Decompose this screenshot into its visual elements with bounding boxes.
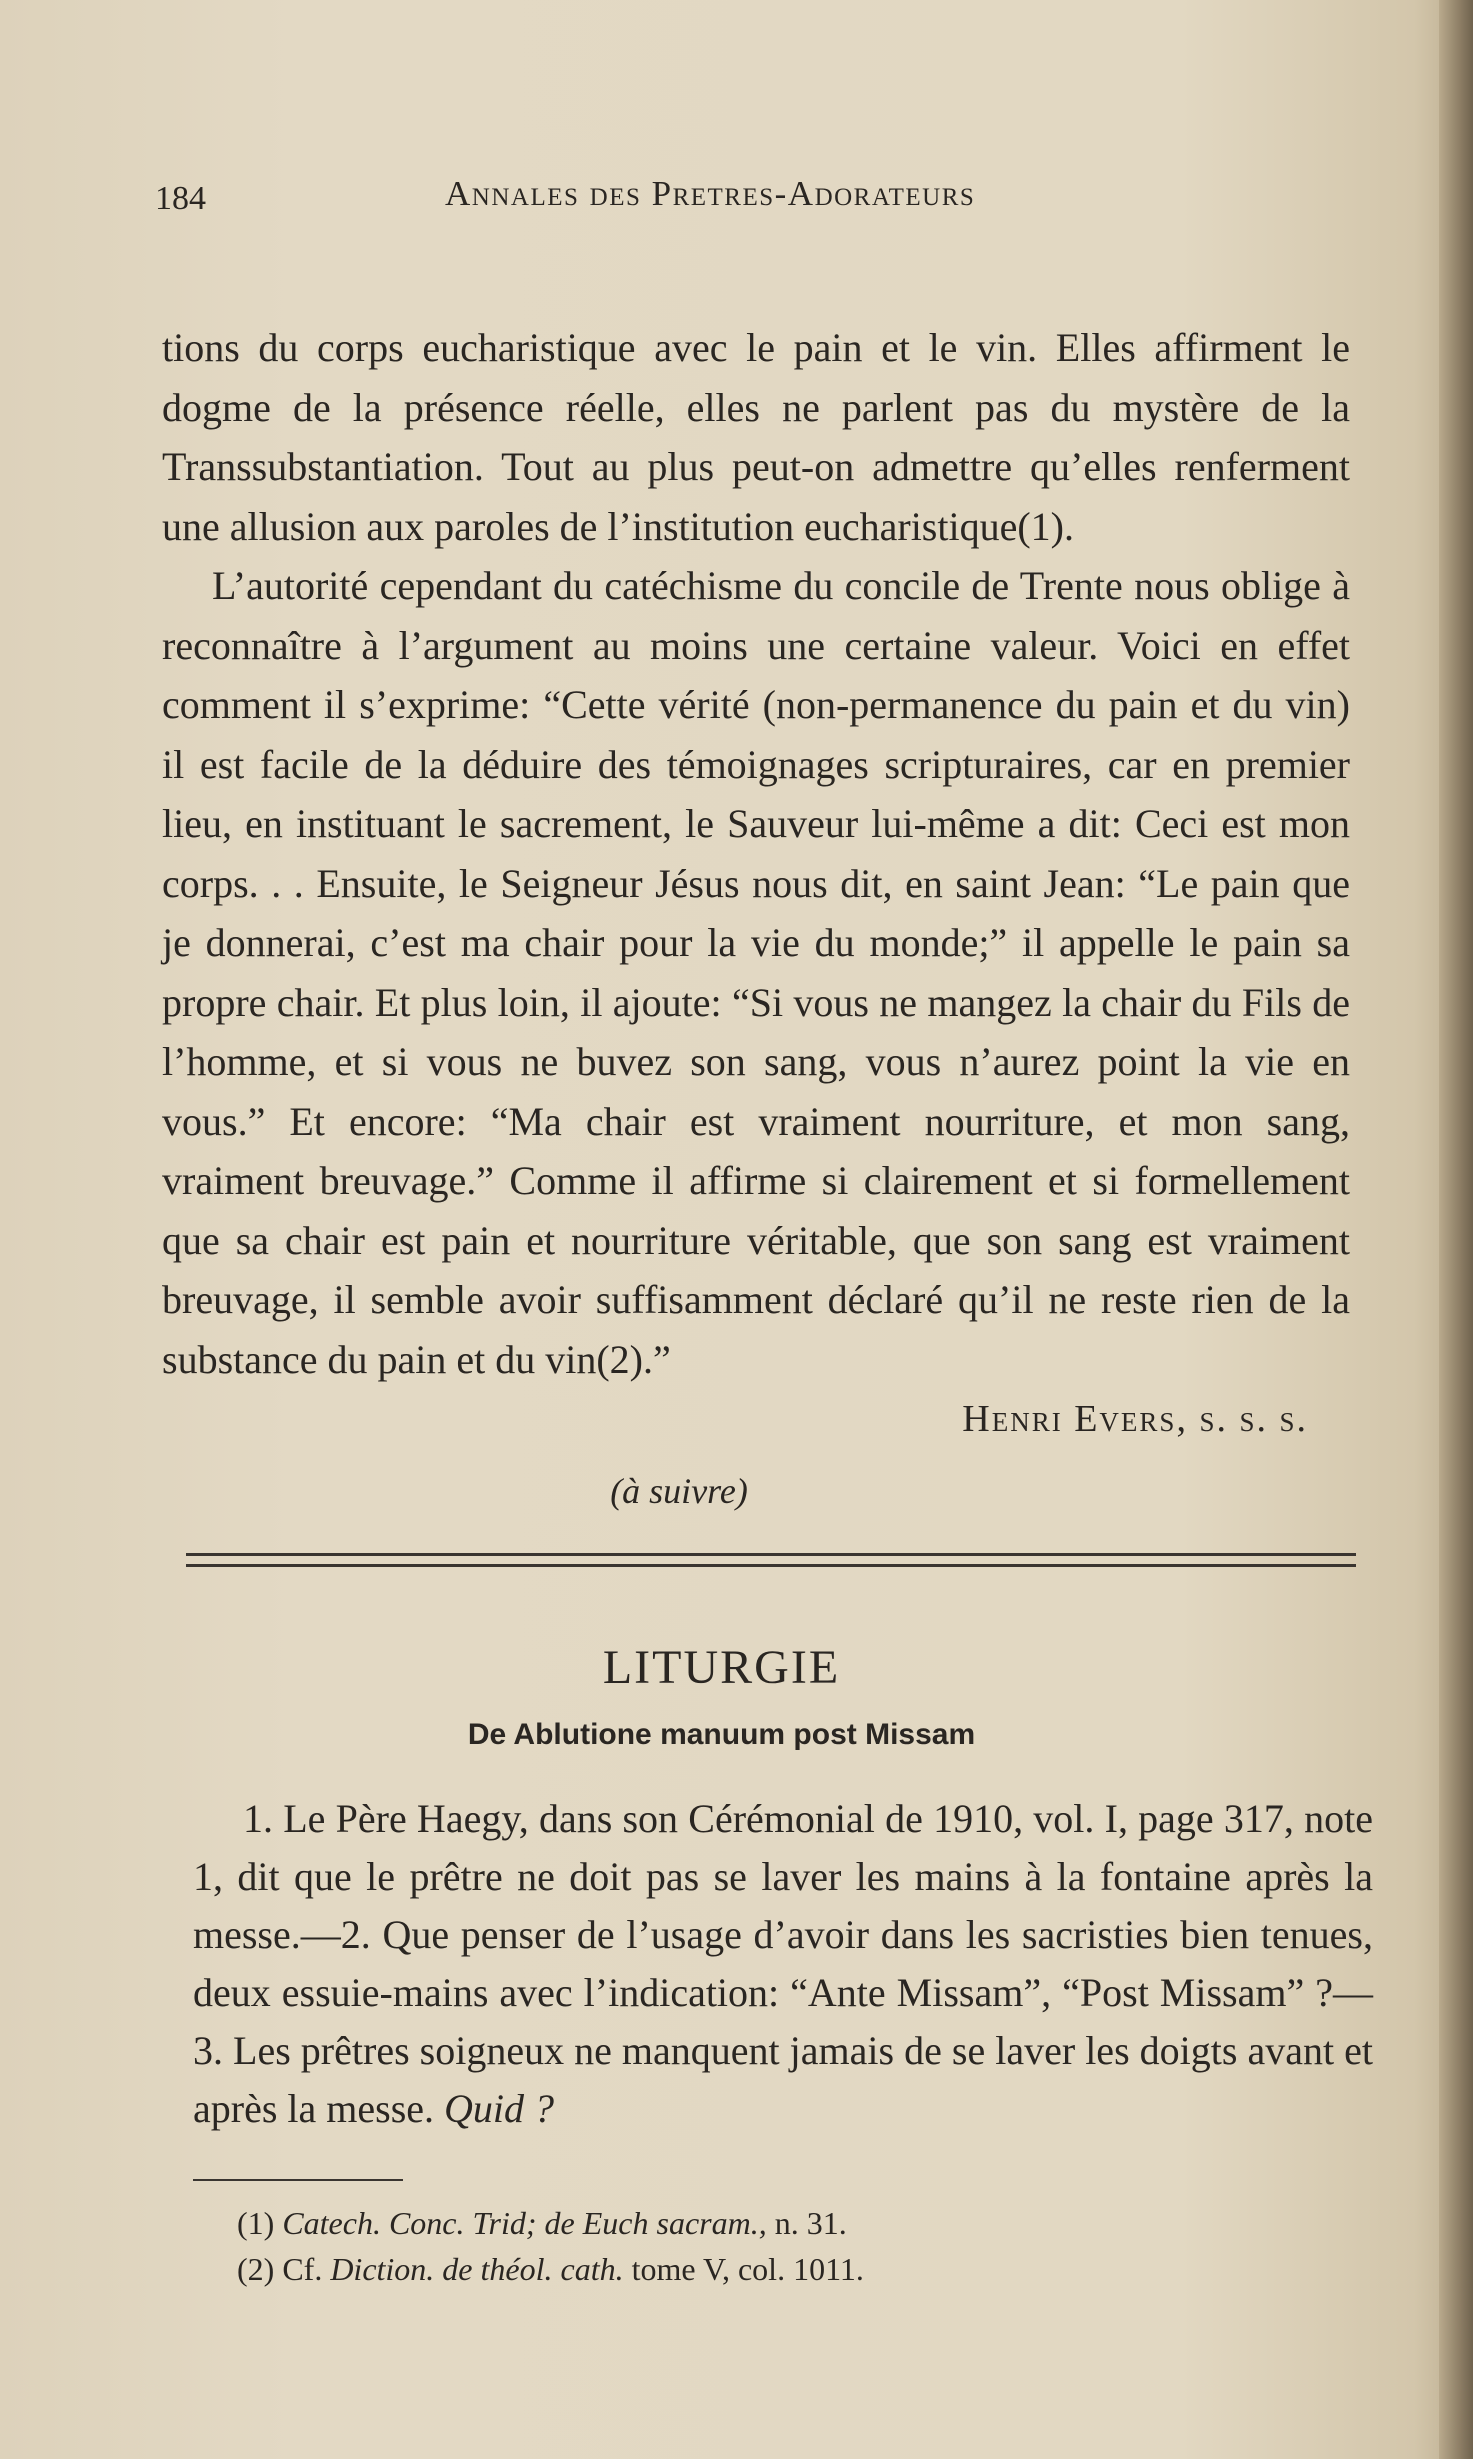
section-body [193,1790,1373,2138]
paragraph-2: L’autorité cependant du catéchisme du concile de Trente nous oblige à reconnaître à l’argument au moins une certaine valeur. Voici en effet comment il s’exprime: “Cette vérité (non-permanence du pain et du vin) il est facile de la déduire des témoignages scripturaires, car en premier lieu, en instituant le sacrement, le Sauveur lui-même a dit: Ceci est mon corps. . . Ensuite, le Seigneur Jésus nous dit, en saint Jean: “Le pain que je donnerai, c’est ma chair pour la vie du monde;” il appelle le pain sa propre chair. Et plus loin, il ajoute: “Si vous ne mangez la chair du Fils de l’homme, et si vous ne buvez son sang, vous n’aurez point la vie en vous.” Et encore: “Ma chair est vraiment nourriture, et mon sang, vraiment breuvage.” Comme il affirme si clairement et si formellement que sa chair est pain et nourriture véritable, que son sang est vraiment breuvage, il semble avoir suffisamment déclaré qu’il ne reste rien de la substance du pain et du vin(2).” [162,563,1350,1382]
footnotes [237,2200,1337,2292]
footnote-ref: tome V, col. 1011. [623,2251,864,2287]
page-header [155,174,1355,240]
section-title: LITURGIE [602,1641,841,1694]
footnote-ref: n. 31. [766,2205,847,2241]
section-paragraph-end: Quid ? [444,2086,555,2131]
author-signature: Henri Evers, s. s. s. [962,1398,1308,1440]
section-divider [186,1553,1356,1567]
page-edge [1439,0,1473,2459]
article-continuation [162,318,1350,1389]
footnote-2 [237,2246,1337,2292]
page-number: 184 [155,180,206,217]
to-follow-note: (à suivre) [610,1471,748,1511]
section-subtitle: De Ablutione manuum post Missam [467,1718,976,1751]
footnote-rule [193,2179,403,2181]
footnote-prefix: Cf. [282,2251,331,2287]
section-paragraph [193,1790,1373,2138]
running-title: Annales des Pretres-Adorateurs [445,174,976,213]
footnote-source: Diction. de théol. cath. [330,2251,624,2287]
section-paragraph-text: 1. Le Père Haegy, dans son Cérémonial de 1910, vol. I, page 317, note 1, dit que le prêtre ne doit pas se laver les mains à la fontaine après la messe.—2. Que penser de l’usage d’avoir dans les sacristies bien tenues, deux essuie-mains avec l’indication: “Ante Missam”, “Post Missam” ?—3. Les prêtres soigneux ne manquent jamais de se laver les doigts avant et après la messe. [193,1796,1373,2131]
footnote-source: Catech. Conc. Trid; de Euch sacram., [282,2205,767,2241]
footnote-marker: (2) [237,2251,275,2287]
footnote-marker: (1) [237,2205,275,2241]
footnote-1 [237,2200,1337,2246]
paragraph-1: tions du corps eucharistique avec le pain et le vin. Elles affirment le dogme de la présence réelle, elles ne parlent pas du mystère de la Transsubstantiation. Tout au plus peut-on admettre qu’elles renferment une allusion aux paroles de l’institution eucharistique(1). [162,325,1350,549]
